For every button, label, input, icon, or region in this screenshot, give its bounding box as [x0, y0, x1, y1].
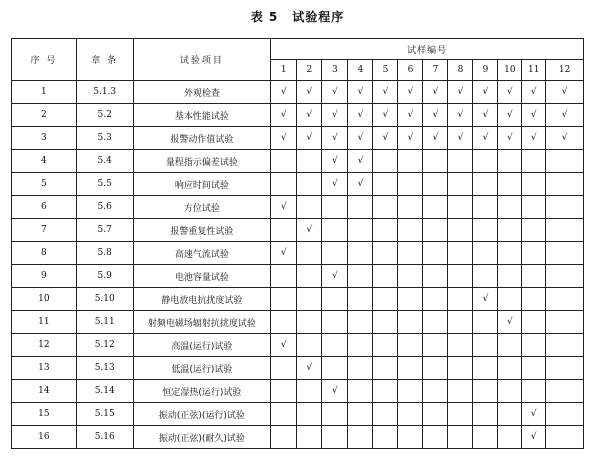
- row-test-item: 基本性能试验: [133, 104, 271, 127]
- row-test-item: 高速气流试验: [133, 242, 271, 265]
- table-row: [12, 219, 584, 242]
- empty-cell: [546, 242, 584, 265]
- empty-cell: [546, 219, 584, 242]
- row-chapter: 5.11: [76, 311, 133, 334]
- empty-cell: [448, 150, 473, 173]
- empty-cell: [373, 173, 398, 196]
- row-test-item: 静电放电抗扰度试验: [133, 288, 271, 311]
- empty-cell: [423, 173, 448, 196]
- check-mark: √: [373, 104, 398, 127]
- check-mark: √: [498, 104, 522, 127]
- empty-cell: [398, 219, 423, 242]
- check-mark: √: [348, 150, 373, 173]
- check-mark: √: [448, 81, 473, 104]
- row-seq: 9: [12, 265, 77, 288]
- table-row: [12, 357, 584, 380]
- empty-cell: [473, 311, 498, 334]
- header-sample-6: 6: [398, 60, 423, 81]
- check-mark: √: [322, 265, 348, 288]
- empty-cell: [271, 311, 297, 334]
- table-row: [12, 288, 584, 311]
- empty-cell: [473, 173, 498, 196]
- empty-cell: [423, 334, 448, 357]
- empty-cell: [373, 426, 398, 449]
- check-mark: √: [546, 127, 584, 150]
- empty-cell: [297, 403, 322, 426]
- row-seq: 4: [12, 150, 77, 173]
- table-row: [12, 173, 584, 196]
- empty-cell: [448, 265, 473, 288]
- empty-cell: [322, 357, 348, 380]
- empty-cell: [546, 334, 584, 357]
- check-mark: √: [271, 242, 297, 265]
- row-seq: 11: [12, 311, 77, 334]
- check-mark: √: [473, 288, 498, 311]
- empty-cell: [498, 265, 522, 288]
- row-chapter: 5.1.3: [76, 81, 133, 104]
- empty-cell: [348, 219, 373, 242]
- empty-cell: [522, 380, 546, 403]
- table-row: [12, 334, 584, 357]
- empty-cell: [322, 311, 348, 334]
- empty-cell: [423, 380, 448, 403]
- row-test-item: 高温(运行)试验: [133, 334, 271, 357]
- check-mark: √: [348, 173, 373, 196]
- row-seq: 10: [12, 288, 77, 311]
- empty-cell: [398, 357, 423, 380]
- empty-cell: [546, 426, 584, 449]
- row-test-item: 振动(正弦)(耐久)试验: [133, 426, 271, 449]
- empty-cell: [271, 403, 297, 426]
- empty-cell: [522, 173, 546, 196]
- empty-cell: [373, 311, 398, 334]
- row-test-item: 射频电磁场辐射抗扰度试验: [133, 311, 271, 334]
- check-mark: √: [423, 104, 448, 127]
- row-chapter: 5.14: [76, 380, 133, 403]
- empty-cell: [498, 150, 522, 173]
- empty-cell: [373, 380, 398, 403]
- header-sample-4: 4: [348, 60, 373, 81]
- empty-cell: [271, 426, 297, 449]
- empty-cell: [522, 265, 546, 288]
- row-seq: 14: [12, 380, 77, 403]
- empty-cell: [322, 334, 348, 357]
- row-test-item: 响应时间试验: [133, 173, 271, 196]
- table-caption: 试验程序: [292, 10, 345, 24]
- row-chapter: 5.4: [76, 150, 133, 173]
- empty-cell: [271, 357, 297, 380]
- empty-cell: [398, 242, 423, 265]
- row-test-item: 报警动作值试验: [133, 127, 271, 150]
- empty-cell: [546, 173, 584, 196]
- empty-cell: [373, 403, 398, 426]
- empty-cell: [498, 196, 522, 219]
- table-row: [12, 196, 584, 219]
- check-mark: √: [322, 127, 348, 150]
- row-chapter: 5.3: [76, 127, 133, 150]
- row-seq: 8: [12, 242, 77, 265]
- check-mark: √: [473, 104, 498, 127]
- empty-cell: [297, 288, 322, 311]
- empty-cell: [297, 173, 322, 196]
- check-mark: √: [398, 127, 423, 150]
- check-mark: √: [473, 127, 498, 150]
- check-mark: √: [297, 357, 322, 380]
- empty-cell: [522, 196, 546, 219]
- empty-cell: [398, 288, 423, 311]
- empty-cell: [398, 334, 423, 357]
- row-test-item: 电池容量试验: [133, 265, 271, 288]
- header-sample-7: 7: [423, 60, 448, 81]
- empty-cell: [448, 403, 473, 426]
- empty-cell: [297, 150, 322, 173]
- header-test-item: 试验项目: [133, 39, 271, 81]
- empty-cell: [498, 242, 522, 265]
- empty-cell: [473, 242, 498, 265]
- row-chapter: 5.10: [76, 288, 133, 311]
- check-mark: √: [448, 104, 473, 127]
- table-row: [12, 265, 584, 288]
- empty-cell: [473, 357, 498, 380]
- empty-cell: [271, 173, 297, 196]
- check-mark: √: [348, 104, 373, 127]
- header-sample-numbers: 试样编号: [271, 39, 584, 60]
- empty-cell: [522, 242, 546, 265]
- empty-cell: [546, 265, 584, 288]
- row-chapter: 5.9: [76, 265, 133, 288]
- empty-cell: [473, 334, 498, 357]
- row-chapter: 5.8: [76, 242, 133, 265]
- empty-cell: [498, 173, 522, 196]
- empty-cell: [271, 380, 297, 403]
- empty-cell: [271, 265, 297, 288]
- empty-cell: [297, 334, 322, 357]
- empty-cell: [373, 150, 398, 173]
- empty-cell: [522, 357, 546, 380]
- empty-cell: [522, 288, 546, 311]
- empty-cell: [297, 426, 322, 449]
- empty-cell: [348, 403, 373, 426]
- check-mark: √: [522, 104, 546, 127]
- table-row: [12, 380, 584, 403]
- empty-cell: [448, 219, 473, 242]
- check-mark: √: [322, 380, 348, 403]
- check-mark: √: [297, 104, 322, 127]
- table-row: [12, 127, 584, 150]
- check-mark: √: [522, 127, 546, 150]
- row-chapter: 5.6: [76, 196, 133, 219]
- header-chapter: 章 条: [76, 39, 133, 81]
- empty-cell: [423, 150, 448, 173]
- empty-cell: [473, 219, 498, 242]
- check-mark: √: [348, 81, 373, 104]
- empty-cell: [373, 334, 398, 357]
- check-mark: √: [322, 104, 348, 127]
- empty-cell: [423, 403, 448, 426]
- header-sample-11: 11: [522, 60, 546, 81]
- empty-cell: [473, 265, 498, 288]
- empty-cell: [546, 196, 584, 219]
- check-mark: √: [297, 81, 322, 104]
- header-sample-3: 3: [322, 60, 348, 81]
- table-title: [0, 8, 595, 25]
- row-chapter: 5.7: [76, 219, 133, 242]
- empty-cell: [297, 196, 322, 219]
- check-mark: √: [448, 127, 473, 150]
- empty-cell: [423, 196, 448, 219]
- empty-cell: [448, 426, 473, 449]
- header-sample-5: 5: [373, 60, 398, 81]
- check-mark: √: [297, 219, 322, 242]
- header-sample-8: 8: [448, 60, 473, 81]
- empty-cell: [348, 357, 373, 380]
- empty-cell: [271, 288, 297, 311]
- row-chapter: 5.15: [76, 403, 133, 426]
- empty-cell: [348, 196, 373, 219]
- header-seq: 序 号: [12, 39, 77, 81]
- empty-cell: [297, 311, 322, 334]
- check-mark: √: [398, 81, 423, 104]
- row-seq: 16: [12, 426, 77, 449]
- empty-cell: [373, 219, 398, 242]
- row-test-item: 振动(正弦)(运行)试验: [133, 403, 271, 426]
- empty-cell: [522, 150, 546, 173]
- table-row: [12, 81, 584, 104]
- empty-cell: [398, 173, 423, 196]
- table-row: [12, 426, 584, 449]
- check-mark: √: [297, 127, 322, 150]
- empty-cell: [297, 380, 322, 403]
- empty-cell: [348, 265, 373, 288]
- check-mark: √: [423, 81, 448, 104]
- row-test-item: 报警重复性试验: [133, 219, 271, 242]
- check-mark: √: [522, 403, 546, 426]
- empty-cell: [473, 380, 498, 403]
- empty-cell: [423, 242, 448, 265]
- row-test-item: 低温(运行)试验: [133, 357, 271, 380]
- row-seq: 7: [12, 219, 77, 242]
- row-seq: 12: [12, 334, 77, 357]
- empty-cell: [448, 380, 473, 403]
- check-mark: √: [271, 81, 297, 104]
- check-mark: √: [373, 127, 398, 150]
- empty-cell: [322, 196, 348, 219]
- check-mark: √: [271, 127, 297, 150]
- empty-cell: [473, 403, 498, 426]
- empty-cell: [322, 403, 348, 426]
- row-chapter: 5.2: [76, 104, 133, 127]
- check-mark: √: [522, 81, 546, 104]
- empty-cell: [546, 288, 584, 311]
- check-mark: √: [322, 173, 348, 196]
- empty-cell: [546, 357, 584, 380]
- empty-cell: [373, 196, 398, 219]
- row-seq: 13: [12, 357, 77, 380]
- empty-cell: [373, 265, 398, 288]
- empty-cell: [322, 242, 348, 265]
- check-mark: √: [398, 104, 423, 127]
- empty-cell: [498, 288, 522, 311]
- empty-cell: [498, 380, 522, 403]
- empty-cell: [348, 311, 373, 334]
- empty-cell: [322, 219, 348, 242]
- row-seq: 3: [12, 127, 77, 150]
- empty-cell: [448, 173, 473, 196]
- empty-cell: [322, 426, 348, 449]
- empty-cell: [373, 288, 398, 311]
- check-mark: √: [498, 311, 522, 334]
- empty-cell: [398, 265, 423, 288]
- row-seq: 6: [12, 196, 77, 219]
- empty-cell: [473, 196, 498, 219]
- empty-cell: [423, 357, 448, 380]
- row-chapter: 5.16: [76, 426, 133, 449]
- test-procedure-table: [11, 38, 584, 449]
- table-row: [12, 403, 584, 426]
- empty-cell: [546, 403, 584, 426]
- check-mark: √: [271, 334, 297, 357]
- row-chapter: 5.12: [76, 334, 133, 357]
- empty-cell: [498, 357, 522, 380]
- empty-cell: [271, 150, 297, 173]
- empty-cell: [473, 150, 498, 173]
- row-seq: 5: [12, 173, 77, 196]
- check-mark: √: [322, 150, 348, 173]
- check-mark: √: [546, 104, 584, 127]
- table-row: [12, 150, 584, 173]
- check-mark: √: [498, 81, 522, 104]
- empty-cell: [373, 242, 398, 265]
- row-chapter: 5.13: [76, 357, 133, 380]
- check-mark: √: [271, 104, 297, 127]
- table-row: [12, 242, 584, 265]
- empty-cell: [423, 311, 448, 334]
- empty-cell: [348, 380, 373, 403]
- check-mark: √: [473, 81, 498, 104]
- empty-cell: [498, 426, 522, 449]
- empty-cell: [322, 288, 348, 311]
- check-mark: √: [498, 127, 522, 150]
- row-seq: 15: [12, 403, 77, 426]
- empty-cell: [297, 242, 322, 265]
- table-row: [12, 104, 584, 127]
- empty-cell: [398, 150, 423, 173]
- empty-cell: [498, 219, 522, 242]
- empty-cell: [348, 288, 373, 311]
- empty-cell: [271, 219, 297, 242]
- empty-cell: [448, 196, 473, 219]
- empty-cell: [448, 311, 473, 334]
- empty-cell: [498, 334, 522, 357]
- header-sample-12: 12: [546, 60, 584, 81]
- check-mark: √: [546, 81, 584, 104]
- empty-cell: [398, 311, 423, 334]
- empty-cell: [448, 357, 473, 380]
- empty-cell: [546, 380, 584, 403]
- empty-cell: [448, 242, 473, 265]
- row-test-item: 方位试验: [133, 196, 271, 219]
- empty-cell: [498, 403, 522, 426]
- check-mark: √: [322, 81, 348, 104]
- check-mark: √: [522, 426, 546, 449]
- table-number: 表 5: [250, 10, 279, 24]
- empty-cell: [423, 219, 448, 242]
- empty-cell: [423, 426, 448, 449]
- empty-cell: [522, 311, 546, 334]
- table-row: [12, 311, 584, 334]
- empty-cell: [297, 265, 322, 288]
- check-mark: √: [348, 127, 373, 150]
- empty-cell: [423, 265, 448, 288]
- row-seq: 1: [12, 81, 77, 104]
- empty-cell: [448, 288, 473, 311]
- empty-cell: [448, 334, 473, 357]
- empty-cell: [522, 334, 546, 357]
- empty-cell: [546, 150, 584, 173]
- empty-cell: [348, 242, 373, 265]
- empty-cell: [398, 196, 423, 219]
- header-sample-9: 9: [473, 60, 498, 81]
- empty-cell: [522, 219, 546, 242]
- empty-cell: [348, 334, 373, 357]
- empty-cell: [398, 380, 423, 403]
- row-test-item: 外观检查: [133, 81, 271, 104]
- header-sample-10: 10: [498, 60, 522, 81]
- empty-cell: [373, 357, 398, 380]
- empty-cell: [423, 288, 448, 311]
- check-mark: √: [423, 127, 448, 150]
- empty-cell: [473, 426, 498, 449]
- row-test-item: 恒定湿热(运行)试验: [133, 380, 271, 403]
- empty-cell: [546, 311, 584, 334]
- header-sample-2: 2: [297, 60, 322, 81]
- check-mark: √: [373, 81, 398, 104]
- row-chapter: 5.5: [76, 173, 133, 196]
- empty-cell: [398, 426, 423, 449]
- row-test-item: 量程指示偏差试验: [133, 150, 271, 173]
- empty-cell: [348, 426, 373, 449]
- header-sample-1: 1: [271, 60, 297, 81]
- empty-cell: [398, 403, 423, 426]
- check-mark: √: [271, 196, 297, 219]
- row-seq: 2: [12, 104, 77, 127]
